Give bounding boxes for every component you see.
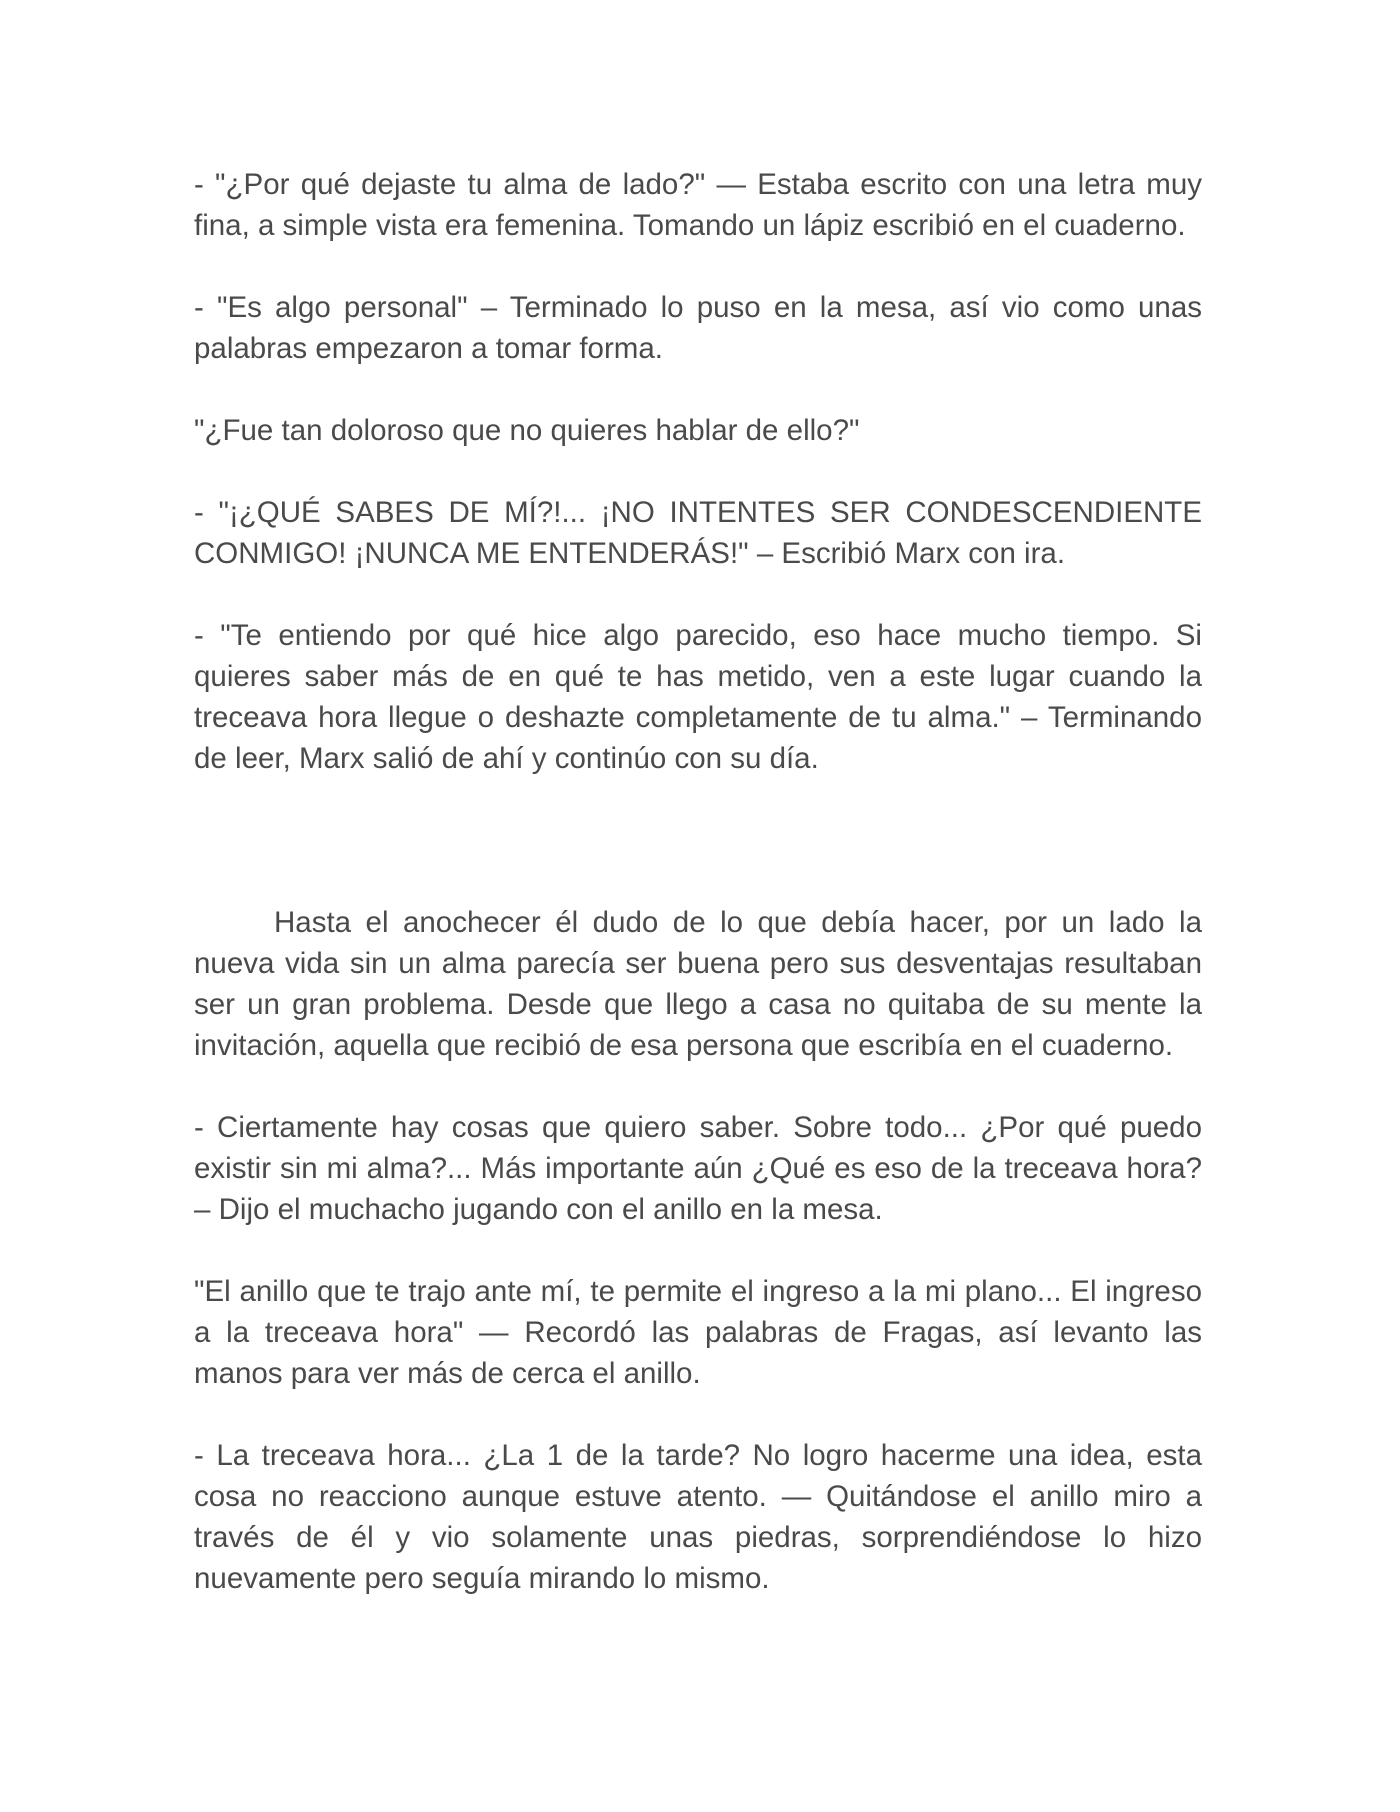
paragraph-dialogue-2: - "Es algo personal" – Terminado lo puso en la mesa, así vio como unas palabras empezaron a tomar forma.: [194, 291, 1202, 365]
paragraph-dialogue-6: - Ciertamente hay cosas que quiero saber. Sobre todo... ¿Por qué puedo existir sin mi alma?... Más importante aún ¿Qué es eso de la treceava hora? – Dijo el muchacho jugando con el anillo en la mesa.: [194, 1111, 1202, 1226]
section-break: [194, 820, 1202, 902]
document-body: [194, 164, 1202, 1640]
paragraph-dialogue-8: - La treceava hora... ¿La 1 de la tarde? No logro hacerme una idea, esta cosa no reacciono aunque estuve atento. — Quitándose el anillo miro a través de él y vio solamente unas piedras, sorprendiéndose lo hizo nuevamente pero seguía mirando lo mismo.: [194, 1439, 1202, 1595]
paragraph-dialogue-5: - "Te entiendo por qué hice algo parecido, eso hace mucho tiempo. Si quieres saber más de en qué te has metido, ven a este lugar cuando la treceava hora llegue o deshazte completamente de tu alma." – Terminando de leer, Marx salió de ahí y continúo con su día.: [194, 619, 1202, 775]
paragraph-dialogue-1: - "¿Por qué dejaste tu alma de lado?" — Estaba escrito con una letra muy fina, a simple vista era femenina. Tomando un lápiz escribió en el cuaderno.: [194, 168, 1202, 242]
paragraph-narrative-1: Hasta el anochecer él dudo de lo que debía hacer, por un lado la nueva vida sin un alma parecía ser buena pero sus desventajas resultaban ser un gran problema. Desde que llego a casa no quitaba de su mente la invitación, aquella que recibió de esa persona que escribía en el cuaderno.: [194, 906, 1202, 1062]
paragraph-dialogue-3: "¿Fue tan doloroso que no quieres hablar de ello?": [194, 414, 860, 447]
paragraph-dialogue-7: "El anillo que te trajo ante mí, te permite el ingreso a la mi plano... El ingreso a la treceava hora" — Recordó las palabras de Fragas, así levanto las manos para ver más de cerca el anillo.: [194, 1275, 1202, 1390]
paragraph-dialogue-4: - "¡¿QUÉ SABES DE MÍ?!... ¡NO INTENTES SER CONDESCENDIENTE CONMIGO! ¡NUNCA ME ENTENDERÁS!" – Escribió Marx con ira.: [194, 496, 1202, 570]
